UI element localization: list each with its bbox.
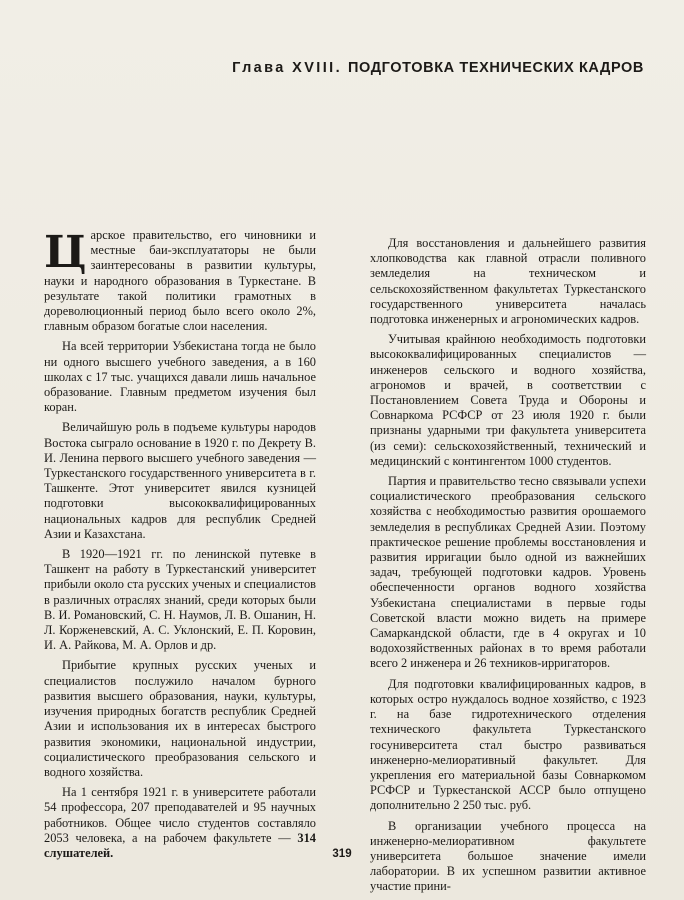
paragraph: Для восстановления и дальнейшего развития хлопководства как главной отрасли поливного земледелия на техническом и сельскохозяйственном факультетах Туркестанского государственного университета началась подготовка инженерных и агрономических кадров. [370,236,646,327]
paragraph: Величайшую роль в подъеме культуры народов Востока сыграло основание в 1920 г. по Декрету В. И. Ленина первого высшего учебного заведения — Туркестанского государственного университета в г. Ташкенте. Этот университет явился кузницей подготовки высококвалифицированных национальных кадров для республик Средней Азии и Казахстана. [44,420,316,541]
drop-cap: Ц [44,227,87,278]
paragraph-intro-text: арское правительство, его чиновники и местные баи-эксплуататоры не были заинтересованы в развитии культуры, науки и народного образования в Туркестане. В результате такой политики грамотных в дореволюционный период было всего около 2%, главным образом богатые слои населения. [44,228,316,334]
paragraph: Прибытие крупных русских ученых и специалистов послужило началом бурного развития высшего образования, науки, культуры, изучения природных богатств республик Средней Азии и использования их в интересах быстрого развития экономики, национальной индустрии, социалистического преобразования сельского и водного хозяйства. [44,658,316,779]
paragraph: Для подготовки квалифицированных кадров, в которых остро нуждалось водное хозяйство, с 1923 г. на базе гидротехнического отделения технического факультета Туркестанского госуниверситета стал быстро развиваться инженерно-мелиоративный факультет. Для укрепления его материальной базы Совнаркомом РСФСР и Туркестанской АССР было отпущено дополнительно 2 250 тыс. руб. [370,676,646,813]
paragraph: В 1920—1921 гг. по ленинской путевке в Ташкент на работу в Туркестанский университет прибыли около ста русских ученых и специалистов в различных отраслях знаний, среди которых были В. И. Романовский, С. Н. Наумов, Л. В. Ошанин, Н. Л. Корженевский, А. С. Уклонский, Е. П. Коровин, И. А. Райкова, М. А. Орлов и др. [44,547,316,653]
chapter-label: Глава XVIII. [232,60,343,76]
chapter-heading [232,60,644,76]
left-column [44,228,316,866]
paragraph-emphasis: 314 слушателей. [44,830,316,860]
paragraph: На всей территории Узбекистана тогда не было ни одного высшего учебного заведения, а в 160 школах с 17 тыс. учащихся давали лишь начальное образование. Главным предметом изучения был коран. [44,339,316,415]
page-number: 319 [332,848,352,860]
paragraph-intro [44,228,316,334]
paragraph: Партия и правительство тесно связывали успехи социалистического преобразования сельского хозяйства с необходимостью развития орошаемого земледелия в республиках Средней Азии. Поэтому практическое решение проблемы восстановления и развития ирригации было одной из важнейших задач, требующей подготовки кадров. Уровень обеспеченности органов водного хозяйства Узбекистана специалистами в первые годы Советской власти можно видеть на примере Самаркандской области, где в 4 округах и 10 водохозяйственных районах в то время работали всего 2 инженера и 26 техников-ирригаторов. [370,474,646,671]
chapter-title: ПОДГОТОВКА ТЕХНИЧЕСКИХ КАДРОВ [348,60,644,76]
paragraph: В организации учебного процесса на инженерно-мелиоративном факультете университета большое значение имели лаборатории. В их успешном развитии активное участие прини- [370,818,646,894]
paragraph-text: На 1 сентября 1921 г. в университете работали 54 профессора, 207 преподавателей и 95 научных работников. Общее число студентов составляло 2053 человека, а на рабочем факультете — [44,785,316,845]
right-column [370,236,646,900]
paragraph: Учитывая крайнюю необходимость подготовки высококвалифицированных специалистов — инженеров сельского и водного хозяйства, агрономов и врачей, в соответствии с Постановлением Совета Труда и Обороны и Совнаркома РСФСР от 23 июля 1920 г. были признаны ударными три факультета университета (из семи): сельскохозяйственный, технический и медицинский с контингентом 1000 студентов. [370,332,646,468]
